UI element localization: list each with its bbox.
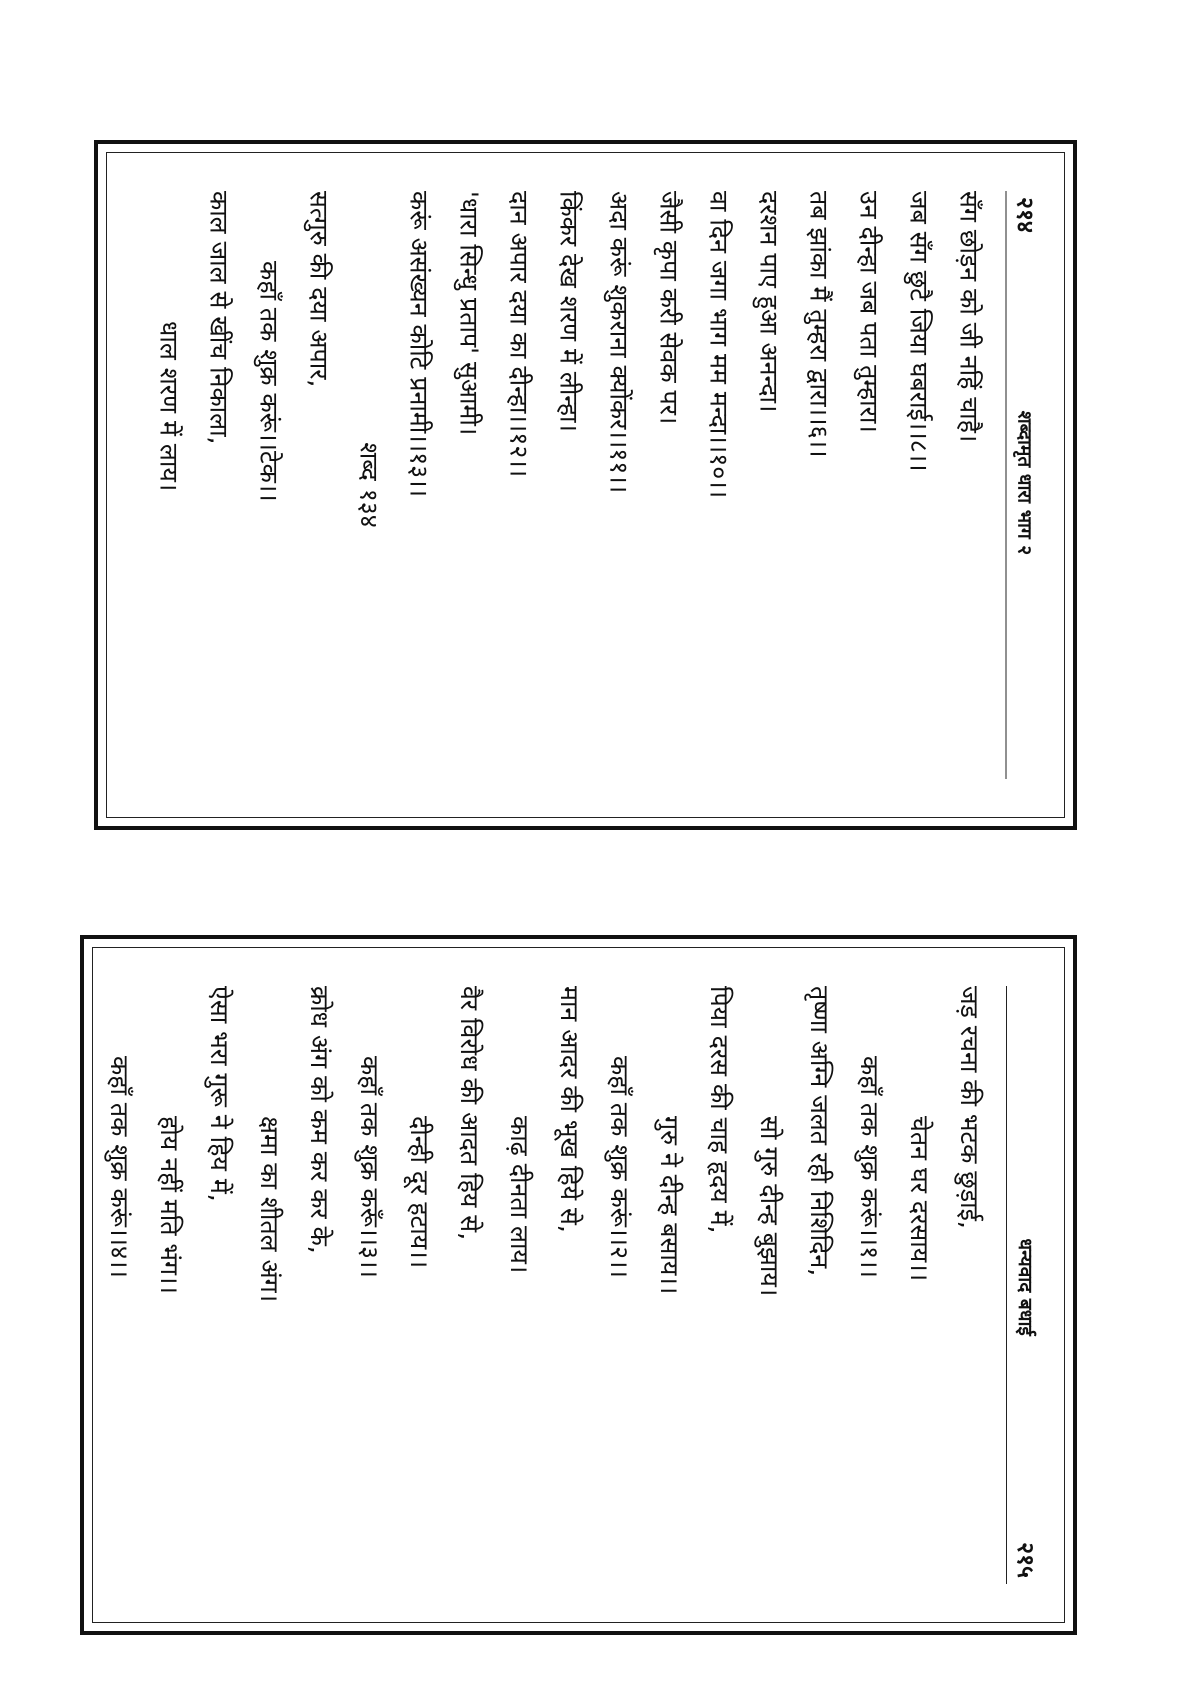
verse-line: सँग छोड़न को जी नहिं चाहै। xyxy=(954,191,983,443)
verse-line: जड़ रचना की भटक छुड़ाई, xyxy=(954,986,984,1229)
verse-line: धाल शरण में लाय। xyxy=(154,321,183,492)
verse-line: मान आदर की भूख हिये से, xyxy=(554,986,584,1233)
page-header xyxy=(1005,191,1039,779)
page-panel-214 xyxy=(94,140,1077,830)
verse-line: जैसी कृपा करी सेवक पर। xyxy=(654,191,683,425)
verse-block xyxy=(143,191,993,779)
verse-line: जब सँग छुटै जिया घबराई।।८।। xyxy=(904,191,933,472)
verse-line: होय नहीं मति भंग।। xyxy=(154,1116,184,1294)
verse-line: कहाँ तक शुक्र करूँ।।३।। xyxy=(354,1056,384,1278)
verse-line: सत्गुरु की दया अपार, xyxy=(304,191,333,388)
page-number: २१४ xyxy=(1011,197,1037,233)
page-panel-215 xyxy=(80,935,1077,1635)
verse-line: दीन्ही दूर हटाय।। xyxy=(404,1116,434,1269)
shabd-heading: शब्द १३४ xyxy=(354,442,383,528)
verse-line: अदा करूं शुकराना क्योंकर।।११।। xyxy=(604,191,633,494)
verse-line: काल जाल से खींच निकाला, xyxy=(204,191,233,445)
verse-line: तृष्णा अग्नि जलत रही निशिदिन, xyxy=(804,986,834,1277)
verse-line: वैर विरोध की आदत हिय से, xyxy=(454,986,484,1241)
verse-line: वा दिन जगा भाग मम मन्दा।।१०।। xyxy=(704,191,733,499)
verse-line: कहाँ तक शुक्र करूं।।१।। xyxy=(854,1056,884,1278)
verse-line: पिया दरस की चाह हृदय में, xyxy=(704,986,734,1234)
verse-line: गुरु ने दीन्ह बसाय।। xyxy=(654,1116,684,1295)
page-number: २१५ xyxy=(1011,1542,1038,1578)
running-head: शब्दामृत धारा भाग २ xyxy=(1013,410,1035,556)
verse-line: करूं असंख्यन कोटि प्रनामी।।१३।। xyxy=(404,191,433,498)
verse-line: सो गुरु दीन्ह बुझाय। xyxy=(754,1116,784,1297)
verse-line: चेतन घर दरसाय।। xyxy=(904,1116,934,1282)
verse-block xyxy=(94,986,994,1584)
page-content-215 xyxy=(104,960,1054,1610)
verse-line: दान अपार दया का दीन्हा।।१२।। xyxy=(504,191,533,478)
verse-line: किंकर देख शरण में लीन्हा। xyxy=(554,191,583,432)
verse-line: दरशन पाए हुआ अनन्दा। xyxy=(754,191,783,413)
verse-line: उन दीन्हा जब पता तुम्हारा। xyxy=(854,191,883,433)
verse-line: कहाँ तक शुक्र करूं।।२।। xyxy=(604,1056,634,1278)
verse-line: ऐसा भरा गुरू ने हिय में, xyxy=(204,986,234,1202)
verse-line: कहाँ तक शुक्र करूं।।४।। xyxy=(104,1056,134,1278)
verse-line: कहाँ तक शुक्र करूं।।टेक।। xyxy=(254,261,283,502)
page-header xyxy=(1006,986,1040,1584)
running-head: धन्यवाद बधाई xyxy=(1013,1238,1036,1336)
verse-line: क्षमा का शीतल अंग। xyxy=(254,1116,284,1303)
page-content-214 xyxy=(118,165,1053,805)
verse-line: काढ़ दीनता लाय। xyxy=(504,1116,534,1274)
verse-line: 'धारा सिन्धु प्रताप' सुआमी। xyxy=(454,191,483,436)
verse-line: तब झांका मैं तुम्हरा द्वारा।।६।। xyxy=(804,191,833,458)
verse-line: क्रोध अंग को कम कर कर के, xyxy=(304,986,334,1254)
